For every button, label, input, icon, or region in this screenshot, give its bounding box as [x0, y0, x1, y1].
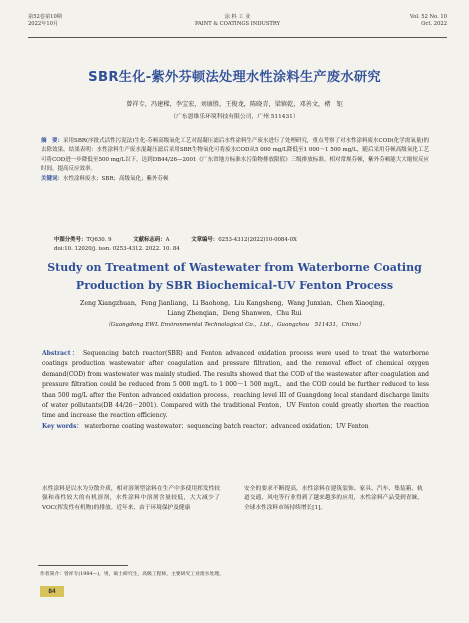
journal-name-cn: 涂 料 工 业 — [224, 14, 251, 20]
keywords-english — [42, 422, 429, 432]
date-en: Oct. 2022 — [421, 21, 447, 27]
body-column-left: 水性涂料是以水为分散介质，相对溶剂型涂料在生产中多使用挥发性较强和毒性较大的有机溶剂，水性涂料中溶剂含量较低，大大减少了VOC(挥发性有机物)的排放。近年来，由于环境保护及健康 — [42, 486, 220, 511]
keywords-chinese — [41, 175, 429, 184]
issue-volume: 第52卷第10期 — [28, 14, 62, 20]
journal-name — [28, 14, 447, 28]
article-metadata — [54, 236, 429, 255]
doi: doi:10. 12020/j. issn. 0253-4312. 2022. 10. 84 — [54, 246, 180, 253]
abstract-text-cn: 采用SBR(序批式活性污泥法)生化-芬顿高级氧化工艺对混凝压滤后水性涂料生产废水进行了处理研究，重点考察了对水性涂料废水COD(化学需氧量)的去除效果。结果表明：水性涂料生产废水混凝压滤后采用SBR生物氧化可将废水COD从5 000 mg/L降低至1 000～1 500 mg/L，随后采用芬顿高级氧化工艺可将COD进一步降低至500 mg/L以下，达到DB44/26—2001《广东省地方标准水污染物排放限值》三级排放标准。相对常规芬顿，紫外芬顿能大大缩短反应时间，提高反应效率。 — [41, 138, 429, 173]
clc-entry — [54, 237, 122, 243]
page-number: 84 — [40, 586, 64, 597]
doc-code-value: A — [165, 237, 170, 243]
abstract-english — [42, 349, 429, 432]
authors-english-line2: Liang Zhenqian，Deng Shanwen，Chu Rui — [167, 310, 302, 317]
title-english — [20, 259, 449, 295]
clc-label: 中图分类号： — [54, 237, 87, 243]
article-no-entry — [191, 237, 307, 243]
footnote-rule — [38, 565, 128, 566]
journal-name-en: PAINT & COATINGS INDUSTRY — [194, 21, 281, 27]
article-no-label: 文章编号： — [191, 237, 219, 243]
doc-code-entry — [133, 237, 179, 243]
keywords-label-en: Key words： — [42, 422, 83, 430]
keywords-label-cn: 关键词： — [41, 175, 64, 182]
issue-date: 2022年10月 — [28, 21, 59, 27]
abstract-label-en: Abstract： — [42, 350, 80, 357]
volume-en: Vol. 52 No. 10 — [409, 14, 447, 20]
journal-volume-en — [410, 14, 447, 28]
authors-chinese: 曾祥专，冯建樑，李宝宏，刘康胜，王俊龙，陈晓青，梁镇乾，邓善文，褚 钜 — [126, 101, 343, 108]
header-rule — [28, 37, 447, 38]
title-english-line2: Production by SBR Biochemical-UV Fenton Process — [75, 279, 394, 292]
abstract-text-en: Sequencing batch reactor(SBR) and Fenton advanced oxidation process were used to treat the waterborne coatings production wastewater after coagulation and pressure filtration, and the removal effect of chemical oxygen demand(COD) from wastewater was mainly studied. The results showed that the COD of the wastewater after coagulation and pressure filtration could be reduced from 5 000 mg/L to 1 000～1 500 mg/L，and the COD could be further reduced to less than 500 mg/L after the Fenton advanced oxidation process，reaching level III of Guangdong local standard discharge limits of water pollutants(DB 44/26－2001). Compared with the traditional Fenton，UV Fenton could greatly shorten the reaction time and increase the reaction efficiency. — [42, 350, 429, 420]
authors-english-line1: Zeng Xiangzhuan，Feng Jianliang，Li Baohong，Liu Kangsheng，Wang Junxian，Chen Xiaoqing， — [80, 300, 389, 307]
doc-code-label: 文献标志码： — [133, 237, 166, 243]
keywords-text-en: waterborne coating wastewater；sequencing batch reactor；advanced oxidation；UV Fenton — [84, 422, 369, 430]
authors-english — [36, 299, 433, 319]
affiliation-english: （Guangdong EWL Environmental Technological Co.，Ltd.，Guangzhou 511431，China） — [105, 322, 364, 328]
abstract-label-cn: 摘 要： — [41, 138, 64, 144]
title-english-line1: Study on Treatment of Wastewater from Waterborne Coating — [47, 261, 422, 274]
title-chinese: SBR生化-紫外芬顿法处理水性涂料生产废水研究 — [88, 70, 381, 85]
body-column-right: 安全的要求不断提高，水性涂料在建筑装饰、家具、汽车、集装箱、轨道交通、风电等行业得到了越来越多的应用，水性涂料产品受到青睐，全球水性涂料市场持续增长[1]。 — [244, 486, 423, 511]
clc-value: TQ630. 9 — [86, 237, 112, 243]
keywords-text-cn: 水性涂料废水；SBR；高级氧化；紫外芬顿 — [63, 175, 169, 182]
author-footnote: 作者简介：曾祥专(1984—)，男，硕士研究生，高级工程师，主要研究工业废水处理。 — [40, 572, 224, 577]
running-header — [28, 12, 447, 38]
abstract-chinese — [41, 137, 429, 184]
article-no-value: 0253-4312(2022)10-0084-0X — [218, 237, 297, 243]
affiliation-chinese: （广东恩维乐环境科技有限公司，广州 511431） — [170, 114, 299, 120]
